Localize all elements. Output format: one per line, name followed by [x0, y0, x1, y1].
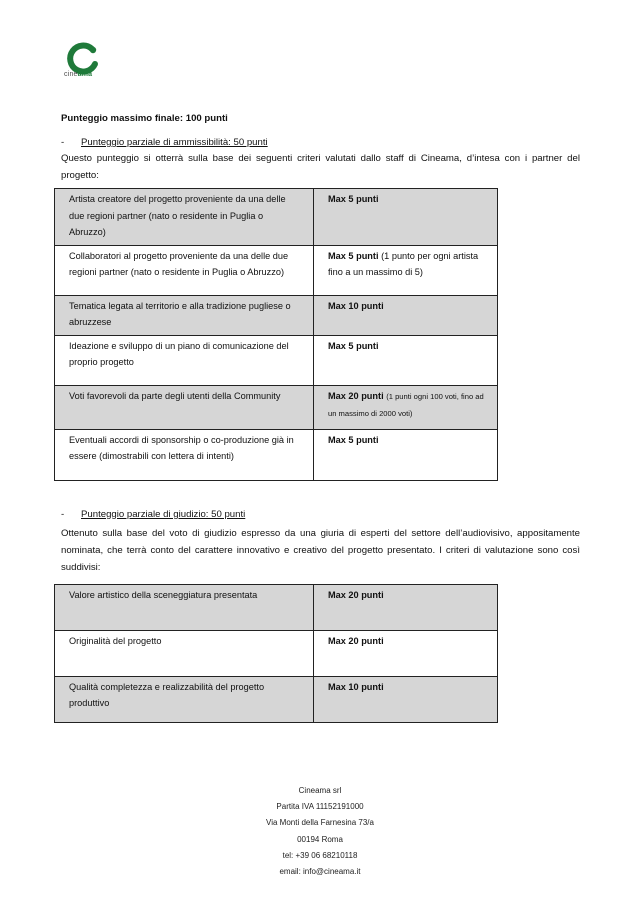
section1-intro: Questo punteggio si otterrà sulla base dei seguenti criteri valutati dallo staff di Cineama, d’intesa con i partner del progetto:	[61, 153, 580, 181]
judgement-criteria-table	[54, 584, 498, 723]
section2-heading-text: Punteggio parziale di giudizio: 50 punti	[81, 508, 246, 520]
table-row	[55, 676, 498, 722]
criterion-cell: Qualità completezza e realizzabilità del progetto produttivo	[55, 676, 314, 722]
score-cell: Max 5 punti	[314, 335, 498, 385]
logo-wordmark: cineama	[64, 71, 93, 78]
criterion-cell: Valore artistico della sceneggiatura presentata	[55, 584, 314, 630]
score-cell: Max 10 punti	[314, 295, 498, 335]
footer-email: email: info@cineama.it	[279, 867, 361, 877]
section2-intro: Ottenuto sulla base del voto di giudizio espresso da una giuria di esperti del settore dell’audiovisivo, appositamente nominata, che terrà conto del carattere innovativo e creativo del progetto presentato. I criteri di valutazione sono così suddivisi:	[61, 527, 580, 573]
criterion-cell: Tematica legata al territorio e alla tradizione pugliese o abruzzese	[55, 295, 314, 335]
table-row	[55, 630, 498, 676]
footer-address: Via Monti della Farnesina 73/a	[266, 818, 374, 828]
score-cell: Max 20 punti (1 punti ogni 100 voti, fino ad un massimo di 2000 voti)	[314, 385, 498, 429]
criterion-cell: Eventuali accordi di sponsorship o co-produzione già in essere (dimostrabili con lettera di intenti)	[55, 429, 314, 480]
table-row	[55, 295, 498, 335]
table-row	[55, 245, 498, 295]
criterion-cell: Voti favorevoli da parte degli utenti della Community	[55, 385, 314, 429]
score-cell: Max 5 punti (1 punto per ogni artista fino a un massimo di 5)	[314, 245, 498, 295]
section1-heading	[61, 136, 580, 150]
bullet-dash: -	[61, 137, 65, 148]
score-cell: Max 20 punti	[314, 584, 498, 630]
section1-heading-text: Punteggio parziale di ammissibilità: 50 punti	[81, 137, 268, 148]
table-row	[55, 335, 498, 385]
score-cell: Max 5 punti	[314, 429, 498, 480]
table-row	[55, 429, 498, 480]
footer-phone: tel: +39 06 68210118	[282, 850, 358, 860]
score-cell: Max 20 punti	[314, 630, 498, 676]
document-body	[61, 112, 580, 723]
score-cell: Max 10 punti	[314, 676, 498, 722]
bullet-dash: -	[61, 508, 65, 520]
footer-city: 00194 Roma	[297, 834, 343, 844]
table-row	[55, 189, 498, 246]
criterion-cell: Artista creatore del progetto proveniente da una delle due regioni partner (nato o residente in Puglia o Abruzzo)	[55, 189, 314, 246]
footer-vat: Partita IVA 11152191000	[276, 802, 364, 812]
page-title: Punteggio massimo finale: 100 punti	[61, 113, 228, 124]
criterion-cell: Collaboratori al progetto proveniente da una delle due regioni partner (nato o residente in Puglia o Abruzzo)	[55, 245, 314, 295]
footer-company: Cineama srl	[298, 786, 342, 795]
admissibility-criteria-table	[54, 188, 498, 481]
page-footer	[230, 783, 410, 880]
score-cell: Max 5 punti	[314, 189, 498, 246]
table-row	[55, 584, 498, 630]
section2-heading	[61, 508, 580, 522]
criterion-cell: Originalità del progetto	[55, 630, 314, 676]
table-row	[55, 385, 498, 429]
criterion-cell: Ideazione e sviluppo di un piano di comunicazione del proprio progetto	[55, 335, 314, 385]
